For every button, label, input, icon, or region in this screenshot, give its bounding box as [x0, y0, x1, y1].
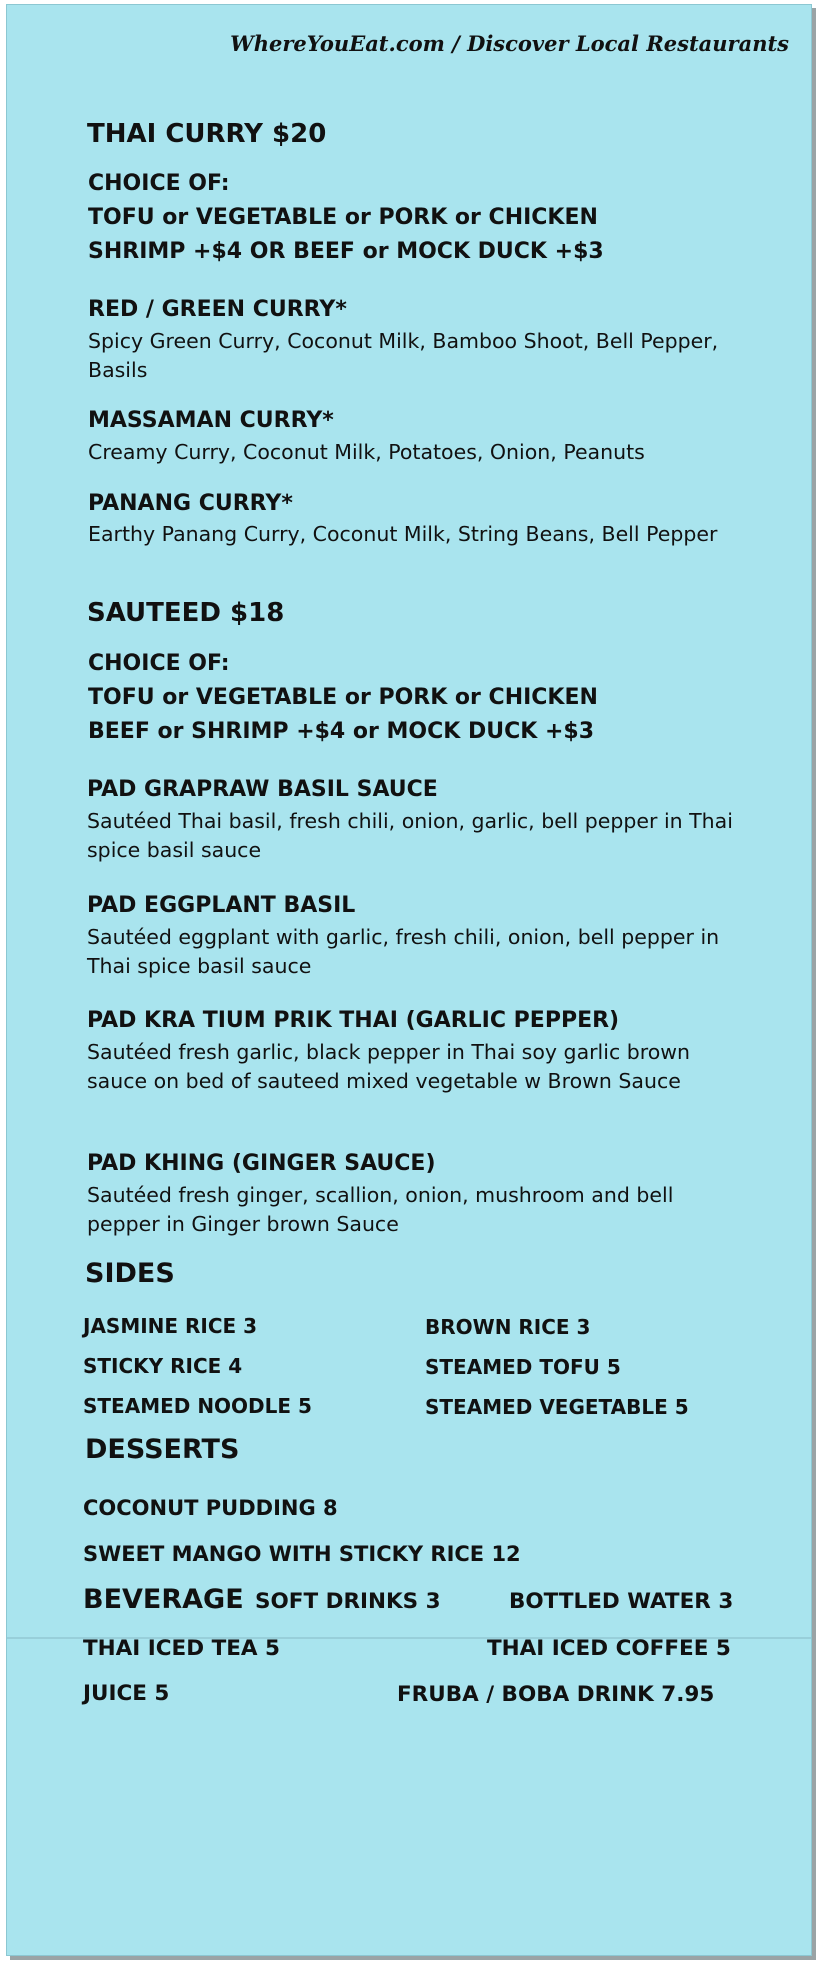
- curry-section-title: THAI CURRY $20: [87, 119, 327, 149]
- dessert-item: COCONUT PUDDING 8: [83, 1496, 338, 1520]
- menu-item-name: PAD GRAPRAW BASIL SAUCE: [87, 777, 438, 802]
- beverage-item: THAI ICED COFFEE 5: [487, 1636, 731, 1661]
- beverage-item: BOTTLED WATER 3: [509, 1589, 734, 1614]
- side-item: BROWN RICE 3: [425, 1315, 591, 1339]
- sauteed-section-title: SAUTEED $18: [87, 598, 285, 628]
- menu-item-description: Sautéed Thai basil, fresh chili, onion, garlic, bell pepper in Thai spice basil sauce: [87, 809, 733, 862]
- menu-page: [6, 4, 812, 1956]
- side-item: STICKY RICE 4: [83, 1354, 243, 1378]
- side-item: STEAMED TOFU 5: [425, 1355, 621, 1379]
- curry-choice-line: TOFU or VEGETABLE or PORK or CHICKEN: [88, 205, 598, 230]
- menu-item-name: RED / GREEN CURRY*: [88, 297, 347, 322]
- menu-item-name: PANANG CURRY*: [88, 491, 293, 516]
- beverage-item: FRUBA / BOBA DRINK 7.95: [397, 1682, 715, 1707]
- sauteed-choice-line: BEEF or SHRIMP +$4 or MOCK DUCK +$3: [88, 719, 594, 744]
- beverage-item: JUICE 5: [83, 1681, 170, 1706]
- menu-item-description: Creamy Curry, Coconut Milk, Potatoes, Onion, Peanuts: [88, 440, 645, 464]
- sauteed-choice-line: TOFU or VEGETABLE or PORK or CHICKEN: [88, 685, 598, 710]
- beverage-section-title: BEVERAGE: [83, 1584, 244, 1615]
- side-item: STEAMED VEGETABLE 5: [425, 1395, 689, 1419]
- sides-section-title: SIDES: [85, 1258, 175, 1289]
- menu-item-description: Sautéed fresh ginger, scallion, onion, mushroom and bell pepper in Ginger brown Sauce: [87, 1183, 674, 1236]
- curry-choice-heading: CHOICE OF:: [88, 171, 230, 196]
- curry-choice-line: SHRIMP +$4 OR BEEF or MOCK DUCK +$3: [88, 239, 604, 264]
- sauteed-choice-heading: CHOICE OF:: [88, 651, 230, 676]
- menu-item-description: Earthy Panang Curry, Coconut Milk, String Beans, Bell Pepper: [88, 522, 718, 546]
- side-item: STEAMED NOODLE 5: [83, 1394, 312, 1418]
- menu-item-name: PAD EGGPLANT BASIL: [87, 893, 356, 918]
- menu-item-description: Sautéed fresh garlic, black pepper in Thai soy garlic brown sauce on bed of sauteed mixed vegetable w Brown Sauce: [87, 1040, 691, 1093]
- side-item: JASMINE RICE 3: [83, 1314, 258, 1338]
- menu-item-name: PAD KHING (GINGER SAUCE): [87, 1151, 436, 1176]
- desserts-section-title: DESSERTS: [85, 1434, 240, 1465]
- menu-item-description: Sautéed eggplant with garlic, fresh chili, onion, bell pepper in Thai spice basil sauce: [87, 925, 720, 978]
- menu-item-description: Spicy Green Curry, Coconut Milk, Bamboo Shoot, Bell Pepper, Basils: [88, 329, 719, 382]
- menu-item-name: MASSAMAN CURRY*: [88, 408, 334, 433]
- beverage-item: THAI ICED TEA 5: [83, 1636, 281, 1661]
- dessert-item: SWEET MANGO WITH STICKY RICE 12: [83, 1542, 521, 1566]
- menu-item-name: PAD KRA TIUM PRIK THAI (GARLIC PEPPER): [87, 1008, 620, 1033]
- site-watermark: WhereYouEat.com / Discover Local Restaurants: [230, 31, 789, 56]
- beverage-item: SOFT DRINKS 3: [255, 1589, 441, 1614]
